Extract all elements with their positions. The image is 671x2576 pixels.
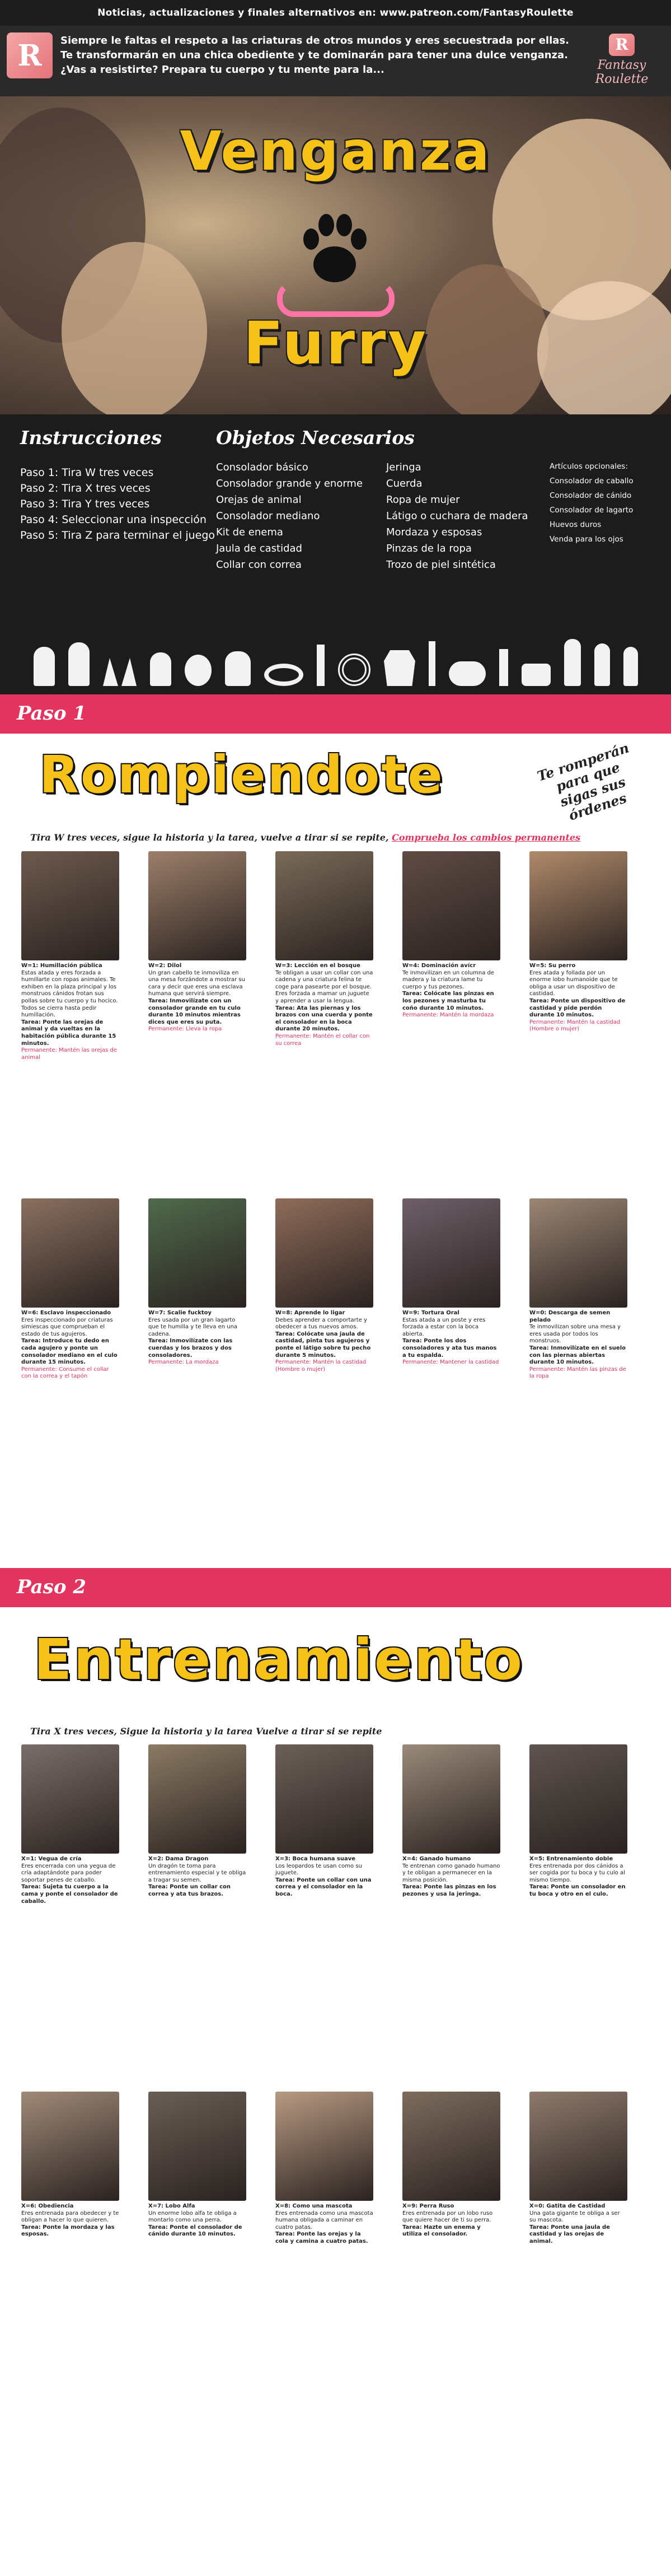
result-card [402, 851, 500, 1019]
card-body: Eres inspeccionado por criaturas simiescas que comprueban el estado de tus agujeros. [21, 1317, 113, 1337]
instruction-step: Paso 1: Tira W tres veces [20, 466, 154, 479]
optional-item: Consolador de caballo [550, 477, 634, 486]
card-body: Eres atada y follada por un enorme lobo humanoide que te obliga a usar un dispositivo de castidad. [529, 969, 618, 997]
card-task: Tarea: Ponte la mordaza y las esposas. [21, 2224, 115, 2238]
result-card [275, 1744, 373, 1898]
card-illustration [21, 2092, 119, 2201]
card-perm: Permanente: Mantener la castidad [402, 1359, 499, 1366]
dildo-icon [34, 647, 55, 686]
card-perm: Permanente: La mordaza [148, 1359, 219, 1366]
card-illustration [275, 851, 373, 960]
result-card [148, 1198, 246, 1366]
large-dildo-icon [68, 642, 90, 686]
permanent-changes-link[interactable]: Comprueba los cambios permanentes [392, 832, 581, 843]
card-text [529, 1310, 627, 1380]
object-item: Consolador grande y enorme [216, 478, 363, 489]
item-icons-row [34, 636, 638, 686]
card-text [529, 2203, 627, 2246]
instruction-step: Paso 4: Seleccionar una inspección [20, 514, 207, 526]
card-task: Tarea: Sujeta tu cuerpo a la cama y ponte el consolador de caballo. [21, 1884, 118, 1905]
card-text [529, 963, 627, 1033]
object-item: Jeringa [386, 461, 421, 473]
card-head: W=0: Descarga de semen pelado [529, 1310, 611, 1323]
card-head: X=9: Perra Ruso [402, 2203, 454, 2209]
card-body: Te inmovilizan en un columna de madera y la criatura lame tu cuerpo y tus pezones. [402, 969, 495, 990]
card-head: X=2: Dama Dragon [148, 1856, 209, 1862]
result-card [21, 2092, 119, 2238]
result-card [148, 1744, 246, 1898]
card-perm: Permanente: Consume el collar con la correa y el tapón [21, 1366, 109, 1380]
object-item: Consolador básico [216, 461, 308, 473]
card-illustration [148, 851, 246, 960]
card-text [21, 2203, 119, 2238]
result-card [148, 851, 246, 1033]
card-body: Un dragón te toma para entrenamiento especial y te obliga a tragar su semen. [148, 1863, 246, 1883]
card-head: W=7: Scalie fucktoy [148, 1310, 212, 1316]
card-body: Eres encerrada con una yegua de cría adaptándote para poder soportar penes de caballo. [21, 1863, 116, 1883]
instruction-step: Paso 3: Tira Y tres veces [20, 498, 150, 510]
chastity-cage-icon [225, 651, 251, 686]
lizard-dildo-icon [623, 647, 638, 686]
result-card [21, 1744, 119, 1905]
object-item: Kit de enema [216, 526, 283, 538]
card-body: Un enorme lobo alfa te obliga a montarlo como una perra. [148, 2210, 237, 2224]
card-text [148, 963, 246, 1033]
card-body: Eres entrenada como una mascota humana obligada a caminar en cuatro patas. [275, 2210, 373, 2230]
brand-name: Fantasy Roulette [595, 58, 649, 86]
collar-leash-icon [264, 664, 303, 686]
card-task: Tarea: Ponte las pinzas en los pezones y usa la jeringa. [402, 1884, 496, 1897]
card-perm: Permanente: Mantén el collar con su correa [275, 1033, 370, 1047]
optional-item: Huevos duros [550, 520, 602, 529]
card-illustration [21, 1744, 119, 1854]
card-illustration [275, 1198, 373, 1308]
result-card [402, 1744, 500, 1898]
card-head: W=2: Dilol [148, 963, 182, 969]
result-card [529, 1744, 627, 1898]
fur-piece-icon [522, 664, 551, 686]
card-perm: Permanente: Mantén las orejas de animal [21, 1047, 118, 1061]
card-head: W=6: Esclavo inspeccionado [21, 1310, 111, 1316]
card-task: Tarea: Ponte los dos consoladores y ata tus manos a tu espalda. [402, 1338, 497, 1359]
brand-mark: R [609, 34, 635, 56]
intro-panel [0, 26, 671, 96]
card-task: Tarea: Ponte un collar con correa y ata tus brazos. [148, 1884, 231, 1897]
card-illustration [148, 2092, 246, 2201]
card-task: Tarea: Inmovilízate en el suelo con las piernas abiertas durante 10 minutos. [529, 1345, 626, 1366]
animal-ears-icon [103, 658, 137, 686]
paw-icon [300, 211, 370, 290]
card-perm: Permanente: Mantén las pinzas de la ropa [529, 1366, 626, 1380]
card-text [402, 2203, 500, 2238]
card-illustration [529, 2092, 627, 2201]
card-task: Tarea: Ponte una jaula de castidad y las orejas de animal. [529, 2224, 610, 2244]
hero-banner [0, 96, 671, 414]
card-head: X=0: Gatita de Castidad [529, 2203, 606, 2209]
instructions-title: Instrucciones [20, 427, 162, 449]
paso2-title: Entrenamiento [34, 1627, 524, 1692]
object-item: Látigo o cuchara de madera [386, 510, 528, 522]
card-task: Tarea: Inmovilízate con las cuerdas y los brazos y dos consoladores. [148, 1338, 233, 1359]
card-text [148, 1856, 246, 1898]
card-body: Eres entrenada para obedecer y te obligan a hacer lo que quieren. [21, 2210, 119, 2224]
object-item: Trozo de piel sintética [386, 559, 496, 571]
card-body: Un gran cabello te inmoviliza en una mesa forzándote a mostrar su cara y decir que eres una esclava humana que servirá siempre. [148, 969, 245, 997]
card-illustration [148, 1198, 246, 1308]
card-text [402, 963, 500, 1019]
result-card [21, 851, 119, 1061]
card-body: Eres entrenada por un lobo ruso que quiere hacer de ti su perra. [402, 2210, 493, 2224]
card-body: Los leopardos te usan como su juguete. [275, 1863, 362, 1877]
card-body: Te entrenan como ganado humano y te obligan a permanecer en la misma posición. [402, 1863, 500, 1883]
card-illustration [529, 851, 627, 960]
card-task: Tarea: Ponte un dispositivo de castidad y pide perdón durante 10 minutos. [529, 997, 626, 1019]
card-task: Tarea: Ponte un collar con una correa y el consolador en la boca. [275, 1877, 372, 1897]
result-card [402, 1198, 500, 1366]
card-illustration [148, 1744, 246, 1854]
card-task: Tarea: Ata las piernas y los brazos con una cuerda y ponte el consolador en la boca durante 20 minutos. [275, 1005, 373, 1033]
card-illustration [402, 2092, 500, 2201]
card-task: Tarea: Ponte el consolador de cánido durante 10 minutos. [148, 2224, 242, 2238]
result-card [275, 1198, 373, 1373]
result-card [275, 851, 373, 1047]
enema-kit-icon [185, 655, 212, 686]
objects-list-2 [386, 459, 528, 573]
object-item: Orejas de animal [216, 494, 302, 506]
object-item: Jaula de castidad [216, 543, 302, 554]
optional-item: Consolador de lagarto [550, 506, 634, 515]
card-perm: Permanente: Lleva la ropa [148, 1026, 222, 1033]
card-task: Tarea: Colócate una jaula de castidad, pinta tus agujeros y ponte el látigo sobre tu pecho durante 5 minutos. [275, 1331, 371, 1359]
card-task: Tarea: Introduce tu dedo en cada agujero y ponte un consolador mediano en el culo durante 15 minutos. [21, 1338, 118, 1366]
card-text [21, 963, 119, 1061]
paso1-side-note: Te romperán para que sigas sus órdenes [535, 739, 631, 824]
medium-dildo-icon [150, 652, 171, 686]
object-item: Pinzas de la ropa [386, 543, 472, 554]
card-text [402, 1310, 500, 1366]
card-body: Una gata gigante te obliga a ser su mascota. [529, 2210, 620, 2224]
clothespin-icon [499, 649, 508, 686]
card-text [21, 1310, 119, 1380]
object-item: Mordaza y esposas [386, 526, 482, 538]
object-item: Collar con correa [216, 559, 302, 571]
card-illustration [21, 851, 119, 960]
card-task: Tarea: Colócate las pinzas en los pezones y masturba tu coño durante 10 minutos. [402, 991, 494, 1011]
objects-list-1 [216, 459, 363, 573]
card-text [148, 1310, 246, 1366]
whip-icon [429, 641, 435, 686]
result-card [529, 851, 627, 1033]
brand-logo [583, 34, 661, 85]
paso1-title: Rompiendote [39, 745, 444, 805]
roulette-logo: R [7, 32, 53, 78]
card-illustration [21, 1198, 119, 1308]
result-card [402, 2092, 500, 2238]
objects-title: Objetos Necesarios [216, 427, 415, 449]
result-card [21, 1198, 119, 1380]
card-illustration [402, 1744, 500, 1854]
card-head: X=7: Lobo Alfa [148, 2203, 195, 2209]
hero-title-line2: Furry [243, 309, 429, 377]
intro-text: Siempre le faltas el respeto a las criaturas de otros mundos y eres secuestrada por ellas. Te transformarán en una chica obediente y te dominarán para tener una dulce venganza. ¿Vas a resistirte? Prepara tu cuerpo y tu mente para la... [60, 35, 569, 76]
result-card [529, 2092, 627, 2246]
card-body: Debes aprender a comportarte y obedecer a tus nuevos amos. [275, 1317, 367, 1331]
result-card [148, 2092, 246, 2238]
instructions-panel [0, 414, 671, 694]
card-perm: Permanente: Mantén la mordaza [402, 1012, 494, 1019]
card-text [148, 2203, 246, 2238]
card-illustration [275, 2092, 373, 2201]
result-card [529, 1198, 627, 1380]
paso1-instruction: Tira W tres veces, sigue la historia y la tarea, vuelve a tirar si se repite, Comprueba los cambios permanentes [30, 832, 581, 843]
rope-icon [338, 654, 370, 686]
paso1-label: Paso 1 [17, 702, 86, 725]
card-head: X=1: Vegua de cría [21, 1856, 82, 1862]
card-illustration [529, 1198, 627, 1308]
paso2-instruction: Tira X tres veces, Sigue la historia y la tarea Vuelve a tirar si se repite [30, 1726, 382, 1737]
card-head: X=8: Como una mascota [275, 2203, 353, 2209]
card-head: X=5: Entrenamiento doble [529, 1856, 613, 1862]
patreon-banner-text: Noticias, actualizaciones y finales alternativos en: www.patreon.com/FantasyRoulette [97, 7, 574, 18]
card-task: Tarea: Ponte un consolador en tu boca y otro en el culo. [529, 1884, 626, 1897]
card-perm: Permanente: Mantén la castidad (Hombre o mujer) [275, 1359, 367, 1373]
card-body: Eres entrenada por dos cánidos a ser cogida por tu boca y tu culo al mismo tiempo. [529, 1863, 625, 1883]
card-head: X=3: Boca humana suave [275, 1856, 356, 1862]
card-body: Te inmovilizan sobre una mesa y eres usada por todos los monstruos. [529, 1324, 621, 1345]
card-head: X=4: Ganado humano [402, 1856, 471, 1862]
card-text [21, 1856, 119, 1905]
card-illustration [529, 1744, 627, 1854]
canine-dildo-icon [594, 643, 610, 686]
object-item: Ropa de mujer [386, 494, 460, 506]
card-illustration [275, 1744, 373, 1854]
card-task: Tarea: Ponte las orejas y la cola y camina a cuatro patas. [275, 2231, 368, 2244]
card-task: Tarea: Inmovilízate con un consolador grande en tu culo durante 10 minutos mientras dices que eres su puta. [148, 997, 241, 1025]
paso1-header [0, 694, 671, 734]
paso2-header [0, 1568, 671, 1607]
optional-item: Venda para los ojos [550, 535, 623, 544]
card-body: Estas atada y eres forzada a humillarte con ropas animales. Te exhiben en la plaza principal y los monstruos cánidos frotan sus pollas sobre tu cuerpo y tu hocico. Todos se cierra hasta pedir humillación. [21, 969, 118, 1019]
hero-title-line1: Venganza [180, 120, 492, 183]
result-card [275, 2092, 373, 2246]
patreon-banner [0, 0, 671, 26]
card-perm: Permanente: Mantén la castidad (Hombre o mujer) [529, 1019, 621, 1033]
card-text [275, 1856, 373, 1898]
instructions-list [20, 465, 215, 543]
instruction-step: Paso 2: Tira X tres veces [20, 482, 151, 494]
card-task: Tarea: Ponte las orejas de animal y da vueltas en la habitación pública durante 15 minutos. [21, 1019, 116, 1047]
card-head: W=4: Dominación avícr [402, 963, 476, 969]
card-illustration [402, 851, 500, 960]
paso2-label: Paso 2 [17, 1576, 86, 1598]
card-text [402, 1856, 500, 1898]
card-head: W=9: Tortura Oral [402, 1310, 459, 1316]
object-item: Consolador mediano [216, 510, 320, 522]
object-item: Cuerda [386, 478, 423, 489]
gag-cuffs-icon [449, 661, 486, 686]
optional-item: Consolador de cánido [550, 491, 632, 500]
womens-clothes-icon [384, 650, 415, 686]
card-text [275, 1310, 373, 1373]
card-text [275, 2203, 373, 2246]
optional-items [550, 459, 634, 547]
card-head: W=8: Aprende lo ligar [275, 1310, 345, 1316]
card-head: W=5: Su perro [529, 963, 576, 969]
card-body: Eres usada por un gran lagarto que te humilla y te lleva en una cadena. [148, 1317, 238, 1337]
card-body: Estas atada a un poste y eres forzada a estar con la boca abierta. [402, 1317, 486, 1337]
card-task: Tarea: Hazte un enema y utiliza el consolador. [402, 2224, 481, 2238]
card-illustration [402, 1198, 500, 1308]
optional-title: Artículos opcionales: [550, 462, 628, 471]
horse-dildo-icon [564, 639, 581, 686]
syringe-icon [317, 645, 325, 686]
card-text [275, 963, 373, 1047]
card-head: W=1: Humillación pública [21, 963, 102, 969]
instruction-step: Paso 5: Tira Z para terminar el juego [20, 529, 215, 542]
card-head: W=3: Lección en el bosque [275, 963, 360, 969]
card-text [529, 1856, 627, 1898]
card-body: Te obligan a usar un collar con una cadena y una criatura felina te coge para pasearte por el bosque. Eres forzada a mamar un juguete y aprender a usar la lengua. [275, 969, 373, 1004]
card-head: X=6: Obediencia [21, 2203, 74, 2209]
